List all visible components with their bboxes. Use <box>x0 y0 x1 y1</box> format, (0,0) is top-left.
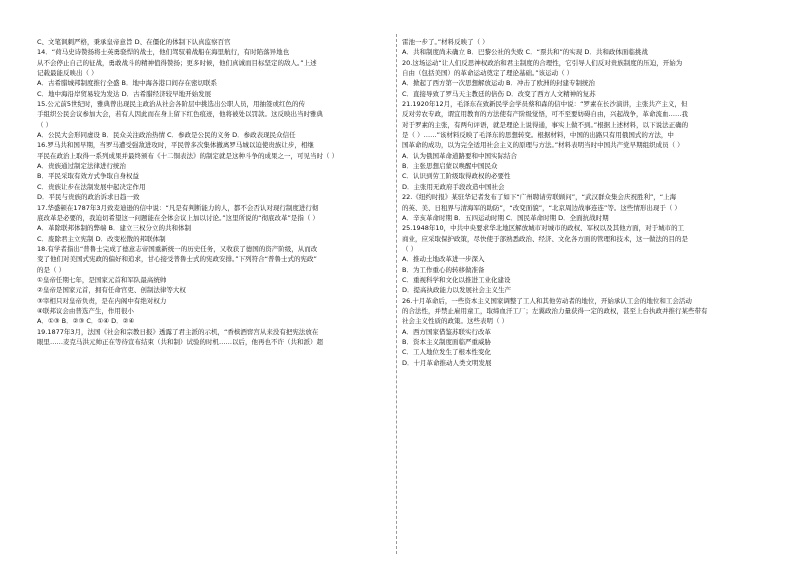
text-line: C．废除君主立宪制 D．改变松散的邦联体制 <box>37 234 166 243</box>
text-line: 变了他们对美国式宪政的偏好和追求，甘心接受普鲁士式的宪政安排。”下列符合“普鲁士式的宪政” <box>37 255 317 264</box>
text-line: （ ） <box>402 244 418 253</box>
text-line: 20.这场运动“让人们反思神权政治和君主制度的合理性，它引导人们反对贵族制度的压迫，开始为 <box>402 58 683 67</box>
text-line: C．重视科学和文化以推进工业化建设 <box>402 275 511 284</box>
text-line: A．西方国家借鉴苏联实行改革 <box>402 327 491 336</box>
text-line: A．辛亥革命时期 B．五四运动时期 C．国民革命时期 D．全面抗战时期 <box>402 213 609 222</box>
text-line: 国革命的成功，以为完全适用社会主义的原理与方法。”材料表明当时中国共产党早期组织成员（ ） <box>402 141 684 150</box>
text-line: 22.《纽约时报》某驻华记者发布了如下“广州聘请劳联顾问”，“武汉群众集会庆祝胜利”，“上海 <box>402 193 677 202</box>
text-line: 14．“荷马史诗赞扬将士英勇骁悍的战士，他们驾驭着战船在海里航行，有时陷落异地也 <box>37 48 290 57</box>
text-line: 的英、美、日租界与清海军的助防”，“改变面貌”，“北京周边战事连连”等。这些情形出现于（ ） <box>402 203 681 212</box>
text-line: A．推动土地改革进一步深入 <box>402 255 485 264</box>
text-line: C．地中海沿岸贸易较为发达 D．古希腊经济较早地开始发展 <box>37 89 212 98</box>
text-line: 19.1877年3月，法国《社会和宗教日报》透露了君主派的示机，“香槟酒窖宫从来没有把宪法放在 <box>37 327 319 336</box>
text-line: A．贵族通过制定法律进行统治 <box>37 162 126 171</box>
text-line: 记载最能反映出（ ） <box>37 69 98 78</box>
text-line: 自由（包括美国）的革命运动奠定了理论基础。”该运动（ ） <box>402 69 574 78</box>
text-line: B．为工作重心的转移做准备 <box>402 265 485 274</box>
text-line: ④联邦议会由普选产生，作用很小 <box>37 306 134 315</box>
text-line: D．提高执政能力以发展社会主义生产 <box>402 286 512 295</box>
left-column <box>37 37 395 347</box>
text-line: A．认为俄国革命道路要和中国实际结合 <box>402 151 517 160</box>
text-line: 雷池一步了。”材料反映了（ ） <box>402 38 489 46</box>
text-line: D．十月革命推动人类文明发展 <box>402 358 492 367</box>
text-line: C．直接导致了罗马天主教廷的倍伤 D．改变了西方人文精神的复苏 <box>402 89 596 98</box>
text-line: ③宰相只对皇帝负责，是在内阁中有绝对权力 <box>37 296 167 305</box>
text-line: 的是（ ） <box>37 265 66 274</box>
text-line: 16.罗马共和国早期，当罗马遭受强敌进攻时，平民曾多次集体撤离罗马城以迫使贵族让步，相继 <box>37 141 314 150</box>
text-line: C．贵族让步在法制发展中起决定作用 <box>37 182 146 191</box>
text-line: 手组织公民会议参加大会，若有人因此而在身上留下红色痕迹，他将被处以罚款。这反映出当时雅典 <box>37 110 323 119</box>
text-line: 18.有学者指出“普鲁士完成了德意志帝国重新统一的历史任务，又收获了德国的资产阶级，从而改 <box>37 244 318 253</box>
text-line: 25.1948年10，中共中央要求华北地区解放城市对城市的政权、军权以及其他方面，对于城市的工 <box>402 224 685 233</box>
text-line: 商业，应采取保护政策，尽快使于部熟悉政治、经济、文化各方面的管理和技术，这一做法的目的是 <box>402 234 688 243</box>
text-line: B．平民采取有效方式争取自身权益 <box>37 172 139 181</box>
text-line: B．主张思想启蒙以唤醒中国民众 <box>402 162 498 171</box>
text-line: 17.华盛顿在1787年3月致麦迪逊的信中说：“凡是有判断能力的人，都不会否认对现行制度进行彻 <box>37 203 319 212</box>
text-line: ②皇帝是国家元首，拥有任命官吏、创制法律等大权 <box>37 286 186 295</box>
text-line: 是（ ）……”该材料反映了毛泽东的思想转变。根据材料，中国的出路只有用俄国式的方法，中 <box>402 131 674 140</box>
text-line: 底改革是必要的，我迫切希望这一问题能在全体会议上加以讨论。”这里所说的“彻底改革”是指（ ） <box>37 213 319 222</box>
text-line: 21.1920年12月，毛泽东在致新民学会学员蔡和森的信中说：“罗素在长沙演讲，主张共产主义，但 <box>402 100 688 109</box>
text-line: A．古希腊城邦制度推行全盛 B．地中海各港口间存在密切联系 <box>37 79 217 88</box>
text-line: A．公民大会形同虚设 B．民众关注政治热情 C．参政是公民的义务 D．参政表现民众信任 <box>37 131 296 140</box>
text-line: A．共和制度尚未确立 B．巴黎公社的失败 C．“票共和”的实现 D．共和政体面临挑战 <box>402 48 648 57</box>
text-line: 的合法性，并禁止雇用童工，取缔血汗工厂；左翼政治力量获得一定的政权，甚至上台执政并推行某些带有 <box>402 306 708 315</box>
text-line: A．革除联邦体制的弊端 B．建立三权分立的共和体制 <box>37 224 191 233</box>
column-divider <box>396 34 397 554</box>
text-line: 眼里……麦克马洪元帅正在等待宣布结束（共和制）试验的时机……以后，他再也不许（共和派）超 <box>37 337 323 346</box>
text-line: 反对劳农专政，谓宜用教育的方法使有产阶级觉悟，可不至要妨碍自由，兴起战争，革命流血……我 <box>402 110 688 119</box>
text-line: D．平民与贵族的政治诉求日趋一致 <box>37 193 140 202</box>
text-line: B．资本主义制度面临严重威胁 <box>402 337 491 346</box>
text-line: A．掀起了西方第一次思想解放运动 B．冲击了欧洲的封建专制统治 <box>402 79 595 88</box>
text-line: C．认识到劳工阶级取得政权的必要性 <box>402 172 511 181</box>
text-line: 对于罗素的主张，有两句评语，就是理论上说得通，事实上做不到。”根据上述材料，以下说法正确的 <box>402 120 689 129</box>
right-column <box>402 37 760 368</box>
text-line: 26.十月革命后，一些资本主义国家调整了工人和其他劳动者的地位，开始承认工会的地位和工会活动 <box>402 296 692 305</box>
text-line: 平民在政治上取得一系列成果并最终颁布《十二铜表法》的制定就是这种斗争的成果之一，可见当时（ ） <box>37 151 339 160</box>
text-line: D．主张用无政府手段改造中国社会 <box>402 182 505 191</box>
text-line: 从不会停止自己的征战，勇敢战斗的精神值得赞扬；更多时候，他们真诚而目标坚定的敌人。”上述 <box>37 58 317 67</box>
text-line: A．①③ B．②③ C．①④ D．②④ <box>37 317 135 326</box>
text-line: C、文笔讽刺严格，秉承皇帝意旨 D、在僵化的体制下认真监察百官 <box>37 38 231 46</box>
text-line: ①皇帝任期七年，是国家元首和军队最高统帅 <box>37 275 167 284</box>
text-line: 社会主义性质的政策。这些表明（ ） <box>402 317 509 326</box>
text-line: 15.公元前5世纪时，雅典曾出现民主政治从社会各阶层中挑选出公职人员，用抽签或红色的传 <box>37 100 305 109</box>
text-line: C．工人地位发生了根本性变化 <box>402 348 492 357</box>
text-line: （ ） <box>37 120 53 129</box>
